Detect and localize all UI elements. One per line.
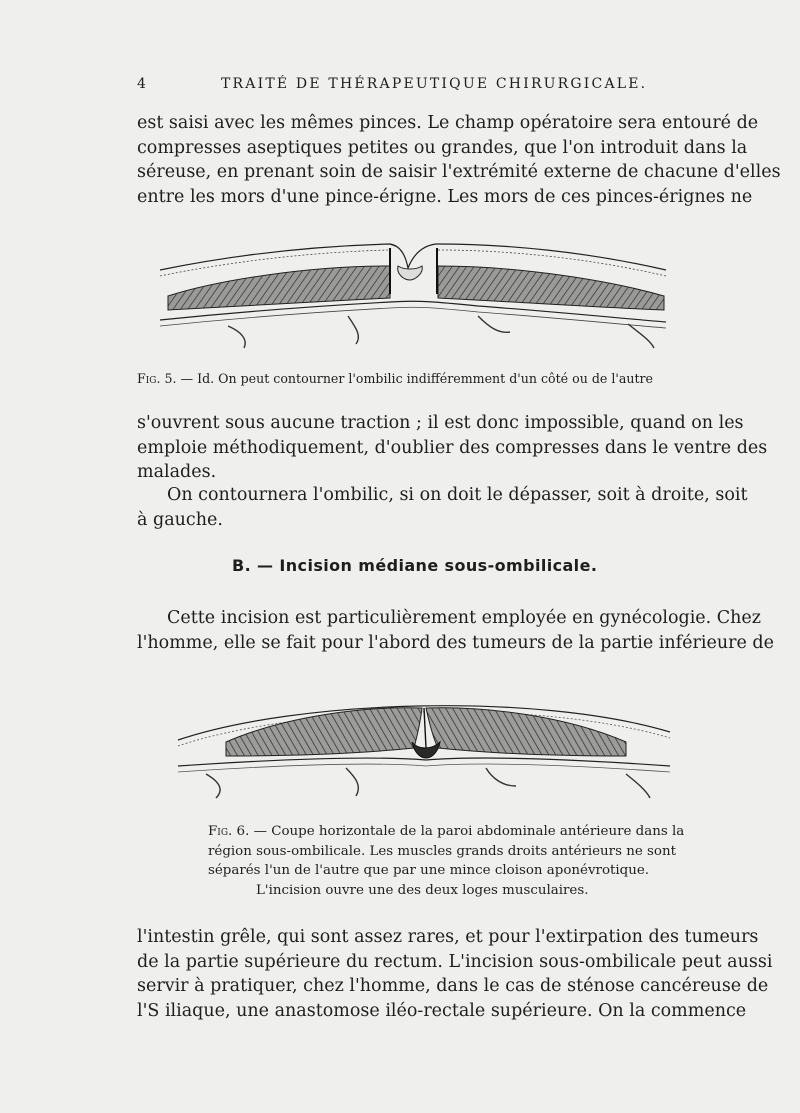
page-number: 4 <box>137 76 149 92</box>
figure-5-illustration <box>158 236 670 356</box>
text-line: de la partie supérieure du rectum. L'incision sous-ombilicale peut aussi <box>137 951 773 972</box>
figure-5-caption <box>137 371 653 386</box>
paragraph-4 <box>137 606 774 655</box>
text-line: l'S iliaque, une anastomose iléo-rectale supérieure. On la commence <box>137 1000 747 1021</box>
caption-line <box>208 822 685 842</box>
text-line: malades. <box>137 462 217 482</box>
running-title: TRAITÉ DE THÉRAPEUTIQUE CHIRURGICALE. <box>221 76 648 92</box>
figure-6-label: Fig. 6. <box>208 824 250 839</box>
text-line: entre les mors d'une pince-érigne. Les mors de ces pinces-érignes ne <box>137 186 753 207</box>
umbilicus <box>390 244 437 294</box>
paragraph-1 <box>137 111 781 209</box>
caption-text: — Coupe horizontale de la paroi abdominale antérieure dans la <box>253 824 685 839</box>
muscle-right <box>438 266 664 310</box>
figure-5-label: Fig. 5. <box>137 371 177 386</box>
text-line: servir à pratiquer, chez l'homme, dans le cas de sténose cancéreuse de <box>137 976 769 996</box>
figure-6-caption <box>208 822 685 900</box>
figure-6-illustration <box>176 686 672 804</box>
peritoneum-layer <box>178 758 670 798</box>
caption-line: séparés l'un de l'autre que par une mince cloison aponévrotique. <box>208 863 650 878</box>
text-line: compresses aseptiques petites ou grandes, que l'on introduit dans la <box>137 137 748 158</box>
text-line: s'ouvrent sous aucune traction ; il est donc impossible, quand on les <box>137 413 744 433</box>
text-line: l'homme, elle se fait pour l'abord des tumeurs de la partie inférieure de <box>137 632 774 653</box>
section-heading: B. — Incision médiane sous-ombilicale. <box>232 556 598 575</box>
text-line: Cette incision est particulièrement employée en gynécologie. Chez <box>167 608 762 628</box>
paragraph-3 <box>137 483 748 532</box>
figure-5-text: — Id. On peut contourner l'ombilic indifféremment d'un côté ou de l'autre <box>180 371 653 386</box>
text-line: On contournera l'ombilic, si on doit le dépasser, soit à droite, soit <box>167 485 748 505</box>
page-header <box>137 76 703 98</box>
paragraph-2 <box>137 411 768 485</box>
text-line: est saisi avec les mêmes pinces. Le champ opératoire sera entouré de <box>137 113 759 133</box>
peritoneum-layer <box>160 301 666 348</box>
caption-line: région sous-ombilicale. Les muscles grands droits antérieurs ne sont <box>208 843 676 859</box>
muscle-right <box>426 708 626 756</box>
muscle-left <box>226 708 422 756</box>
text-line: emploie méthodiquement, d'oublier des compresses dans le ventre des <box>137 437 768 458</box>
caption-line: L'incision ouvre une des deux loges musculaires. <box>256 882 589 898</box>
paragraph-5 <box>137 925 773 1023</box>
text-line: séreuse, en prenant soin de saisir l'extrémité externe de chacune d'elles <box>137 162 781 182</box>
text-line: à gauche. <box>137 509 223 530</box>
text-line: l'intestin grêle, qui sont assez rares, et pour l'extirpation des tumeurs <box>137 927 759 947</box>
